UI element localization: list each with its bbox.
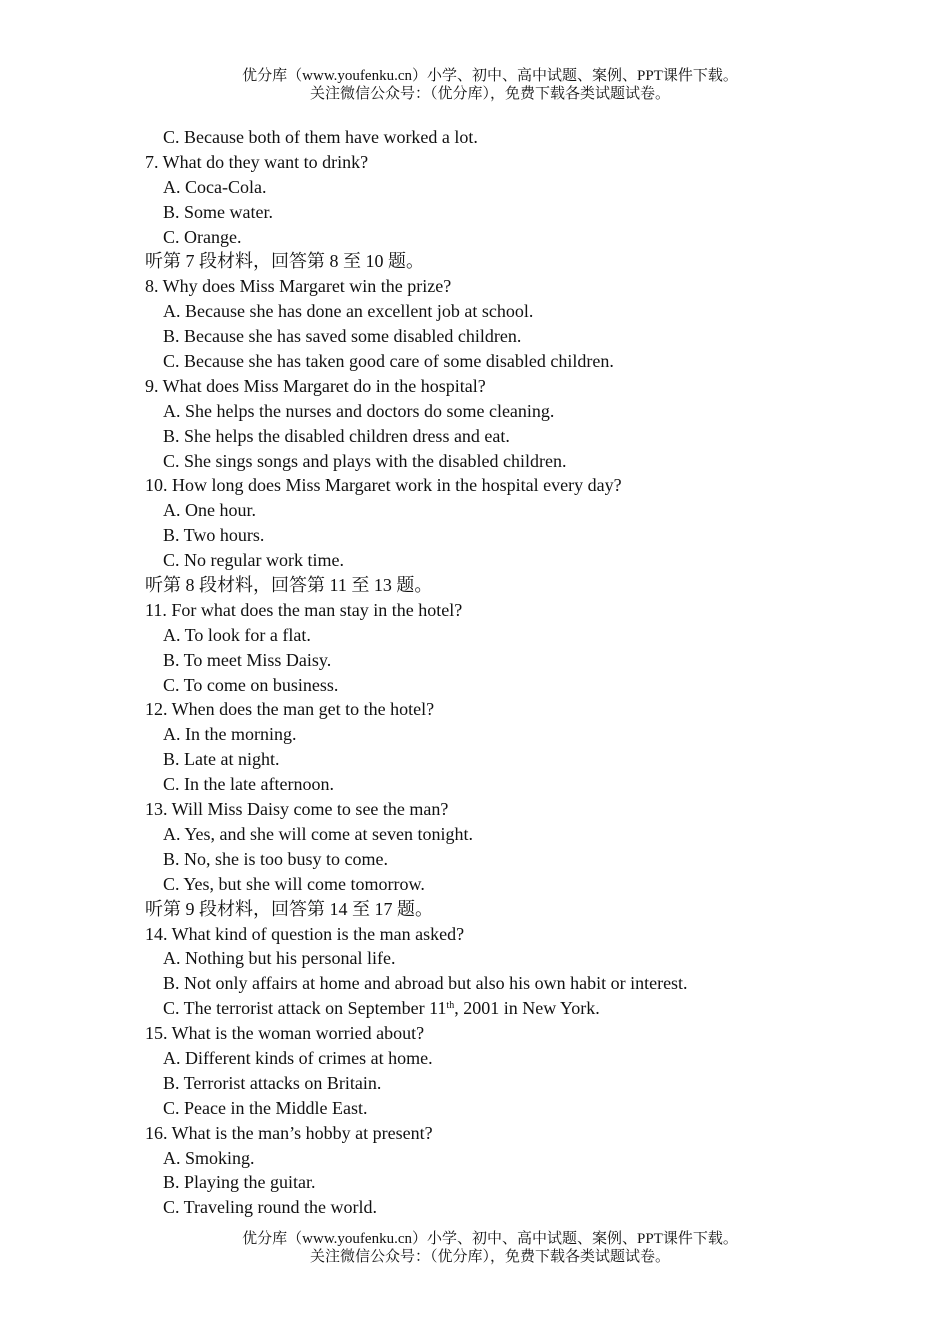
- answer-option: [145, 349, 865, 374]
- answer-option: [145, 523, 865, 548]
- line-text: A. To look for a flat.: [163, 624, 311, 645]
- page-header: [0, 67, 950, 103]
- answer-option: [145, 673, 865, 698]
- answer-option: [145, 498, 865, 523]
- line-text: B. To meet Miss Daisy.: [163, 649, 332, 670]
- answer-option: [145, 225, 865, 250]
- line-text: B. Because she has saved some disabled children.: [163, 326, 522, 347]
- answer-option: [145, 175, 865, 200]
- answer-option: [145, 1071, 865, 1096]
- answer-option: [145, 449, 865, 474]
- footer-line-1: 优分库（www.youfenku.cn）小学、初中、高中试题、案例、PPT课件下载。: [242, 1231, 738, 1247]
- question-line: [145, 249, 865, 274]
- answer-option: [145, 299, 865, 324]
- line-text: B. No, she is too busy to come.: [163, 848, 388, 869]
- line-text: C. She sings songs and plays with the disabled children.: [163, 450, 567, 471]
- line-text: 12. When does the man get to the hotel?: [145, 699, 435, 720]
- answer-option: [145, 722, 865, 747]
- answer-option: [145, 996, 865, 1021]
- answer-option: [145, 125, 865, 150]
- question-line: [145, 697, 865, 722]
- answer-option: [145, 872, 865, 897]
- line-text: A. Yes, and she will come at seven tonight.: [163, 823, 473, 844]
- line-text: C. To come on business.: [163, 674, 339, 695]
- answer-option: [145, 623, 865, 648]
- line-text: 听第 8 段材料，回答第 11 至 13 题。: [145, 575, 433, 596]
- answer-option: [145, 1170, 865, 1195]
- question-line: [145, 374, 865, 399]
- line-text: 15. What is the woman worried about?: [145, 1023, 425, 1044]
- line-text: C. Traveling round the world.: [163, 1197, 377, 1218]
- question-line: [145, 598, 865, 623]
- answer-option: [145, 946, 865, 971]
- answer-option: [145, 772, 865, 797]
- page-footer: [0, 1230, 950, 1266]
- line-text: B. Two hours.: [163, 525, 265, 546]
- header-line-2: 关注微信公众号：（优分库），免费下载各类试题试卷。: [309, 86, 670, 102]
- answer-option: [145, 847, 865, 872]
- question-line: [145, 473, 865, 498]
- line-text: C. Yes, but she will come tomorrow.: [163, 873, 425, 894]
- line-text: B. Terrorist attacks on Britain.: [163, 1072, 382, 1093]
- line-text: A. In the morning.: [163, 724, 297, 745]
- footer-line-2: 关注微信公众号：（优分库），免费下载各类试题试卷。: [309, 1249, 670, 1265]
- line-text: 11. For what does the man stay in the hotel?: [145, 599, 463, 620]
- line-text: C. Peace in the Middle East.: [163, 1097, 368, 1118]
- line-text: C. In the late afternoon.: [163, 774, 334, 795]
- answer-option: [145, 822, 865, 847]
- answer-option: [145, 1195, 865, 1220]
- answer-option: [145, 747, 865, 772]
- answer-option: [145, 200, 865, 225]
- line-text: A. Smoking.: [163, 1147, 255, 1168]
- exam-content: [145, 125, 865, 1220]
- line-text: A. Different kinds of crimes at home.: [163, 1047, 433, 1068]
- answer-option: [145, 1096, 865, 1121]
- question-line: [145, 1021, 865, 1046]
- line-text: B. She helps the disabled children dress and eat.: [163, 425, 510, 446]
- answer-option: [145, 1146, 865, 1171]
- question-line: [145, 797, 865, 822]
- line-text: C. Because she has taken good care of some disabled children.: [163, 351, 614, 372]
- line-text: 10. How long does Miss Margaret work in the hospital every day?: [145, 475, 622, 496]
- line-text: C. No regular work time.: [163, 550, 344, 571]
- ordinal-superscript: th: [446, 1000, 455, 1012]
- line-text: 听第 7 段材料，回答第 8 至 10 题。: [145, 251, 424, 272]
- line-text: 16. What is the man’s hobby at present?: [145, 1122, 433, 1143]
- question-line: [145, 897, 865, 922]
- line-text: C. The terrorist attack on September 11: [163, 998, 447, 1019]
- answer-option: [145, 548, 865, 573]
- line-text: 听第 9 段材料，回答第 14 至 17 题。: [145, 898, 433, 919]
- question-line: [145, 922, 865, 947]
- answer-option: [145, 648, 865, 673]
- line-text: B. Playing the guitar.: [163, 1172, 316, 1193]
- answer-option: [145, 971, 865, 996]
- line-text: 7. What do they want to drink?: [145, 151, 369, 172]
- question-line: [145, 1121, 865, 1146]
- line-text: A. Because she has done an excellent job at school.: [163, 301, 534, 322]
- answer-option: [145, 399, 865, 424]
- header-line-1: 优分库（www.youfenku.cn）小学、初中、高中试题、案例、PPT课件下载。: [242, 68, 738, 84]
- line-text: A. Coca-Cola.: [163, 176, 267, 197]
- line-text: A. She helps the nurses and doctors do some cleaning.: [163, 400, 555, 421]
- line-text: 9. What does Miss Margaret do in the hospital?: [145, 375, 486, 396]
- line-text: C. Because both of them have worked a lot.: [163, 127, 478, 147]
- line-text: B. Late at night.: [163, 749, 280, 770]
- question-line: [145, 274, 865, 299]
- line-text: 14. What kind of question is the man asked?: [145, 923, 465, 944]
- question-line: [145, 573, 865, 598]
- line-text: C. Orange.: [163, 226, 242, 247]
- line-text: B. Not only affairs at home and abroad but also his own habit or interest.: [163, 973, 688, 994]
- line-text-after: , 2001 in New York.: [454, 998, 600, 1019]
- line-text: B. Some water.: [163, 201, 273, 222]
- answer-option: [145, 424, 865, 449]
- question-line: [145, 150, 865, 175]
- line-text: 13. Will Miss Daisy come to see the man?: [145, 799, 449, 820]
- line-text: 8. Why does Miss Margaret win the prize?: [145, 276, 452, 297]
- line-text: A. Nothing but his personal life.: [163, 948, 396, 969]
- answer-option: [145, 324, 865, 349]
- line-text: A. One hour.: [163, 500, 256, 521]
- answer-option: [145, 1046, 865, 1071]
